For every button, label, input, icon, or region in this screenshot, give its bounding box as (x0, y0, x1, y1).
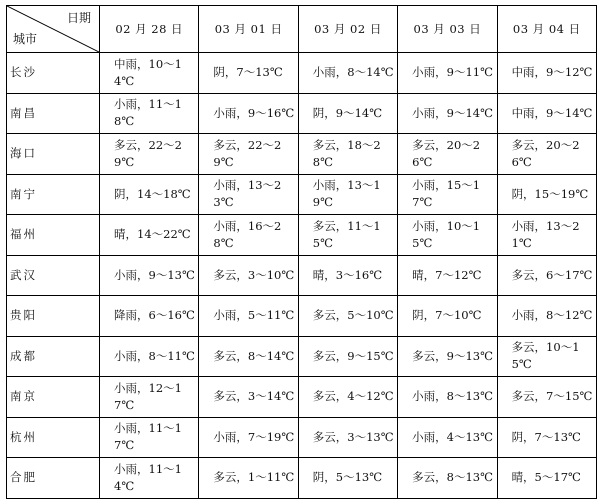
weather-forecast-table (6, 5, 597, 499)
forecast-cell: 晴，3～16℃ (298, 255, 397, 296)
forecast-cell: 多云，5～10℃ (298, 296, 397, 337)
forecast-cell: 小雨，12～17℃ (100, 377, 199, 418)
forecast-cell: 小雨，4～13℃ (398, 417, 497, 458)
city-name-cell: 南宁 (7, 174, 100, 215)
forecast-cell: 小雨，13～19℃ (298, 174, 397, 215)
forecast-cell: 晴，7～12℃ (398, 255, 497, 296)
city-name-cell: 贵阳 (7, 296, 100, 337)
forecast-cell: 多云，9～15℃ (298, 336, 397, 377)
forecast-cell: 多云，3～10℃ (199, 255, 298, 296)
city-name-cell: 福州 (7, 215, 100, 256)
city-name-cell: 武汉 (7, 255, 100, 296)
forecast-cell: 阴，5～13℃ (298, 458, 397, 499)
forecast-cell: 小雨，13～23℃ (199, 174, 298, 215)
forecast-cell: 小雨，9～16℃ (199, 93, 298, 134)
forecast-cell: 多云，3～14℃ (199, 377, 298, 418)
table-row (7, 336, 597, 377)
forecast-cell: 阴，7～13℃ (497, 417, 596, 458)
forecast-cell: 小雨，9～11℃ (398, 53, 497, 94)
date-header: 03 月 01 日 (199, 6, 298, 53)
forecast-cell: 小雨，16～28℃ (199, 215, 298, 256)
city-name-cell: 成都 (7, 336, 100, 377)
forecast-cell: 多云，20～26℃ (497, 134, 596, 175)
forecast-cell: 小雨，10～15℃ (398, 215, 497, 256)
forecast-cell: 多云，8～14℃ (199, 336, 298, 377)
forecast-cell: 多云，8～13℃ (398, 458, 497, 499)
forecast-cell: 小雨，13～21℃ (497, 215, 596, 256)
forecast-cell: 阴，15～19℃ (497, 174, 596, 215)
city-name-cell: 合肥 (7, 458, 100, 499)
forecast-cell: 多云，3～13℃ (298, 417, 397, 458)
date-header: 03 月 02 日 (298, 6, 397, 53)
forecast-cell: 小雨，15～17℃ (398, 174, 497, 215)
forecast-cell: 晴，5～17℃ (497, 458, 596, 499)
city-name-cell: 海口 (7, 134, 100, 175)
forecast-cell: 小雨，9～14℃ (398, 93, 497, 134)
forecast-cell: 小雨，5～11℃ (199, 296, 298, 337)
forecast-cell: 多云，10～15℃ (497, 336, 596, 377)
table-row (7, 417, 597, 458)
forecast-cell: 阴，7～13℃ (199, 53, 298, 94)
forecast-cell: 多云，7～15℃ (497, 377, 596, 418)
forecast-cell: 多云，20～26℃ (398, 134, 497, 175)
forecast-cell: 阴，14～18℃ (100, 174, 199, 215)
forecast-cell: 阴，9～14℃ (298, 93, 397, 134)
forecast-cell: 多云，4～12℃ (298, 377, 397, 418)
table-body (7, 53, 597, 499)
forecast-cell: 中雨，10～14℃ (100, 53, 199, 94)
forecast-cell: 小雨，8～12℃ (497, 296, 596, 337)
corner-date-label: 日期 (66, 11, 91, 25)
forecast-cell: 降雨，6～16℃ (100, 296, 199, 337)
forecast-cell: 中雨，9～14℃ (497, 93, 596, 134)
forecast-cell: 多云，22～29℃ (100, 134, 199, 175)
city-name-cell: 南京 (7, 377, 100, 418)
date-header: 03 月 04 日 (497, 6, 596, 53)
table-row (7, 458, 597, 499)
city-name-cell: 长沙 (7, 53, 100, 94)
forecast-cell: 晴，14～22℃ (100, 215, 199, 256)
forecast-cell: 多云，22～29℃ (199, 134, 298, 175)
forecast-cell: 多云，18～28℃ (298, 134, 397, 175)
forecast-cell: 多云，1～11℃ (199, 458, 298, 499)
forecast-cell: 小雨，11～18℃ (100, 93, 199, 134)
forecast-cell: 小雨，11～17℃ (100, 417, 199, 458)
forecast-cell: 小雨，9～13℃ (100, 255, 199, 296)
forecast-cell: 多云，11～15℃ (298, 215, 397, 256)
city-name-cell: 南昌 (7, 93, 100, 134)
table-row (7, 296, 597, 337)
forecast-cell: 小雨，8～14℃ (298, 53, 397, 94)
table-row (7, 377, 597, 418)
city-name-cell: 杭州 (7, 417, 100, 458)
forecast-cell: 中雨，9～12℃ (497, 53, 596, 94)
header-row (7, 6, 597, 53)
date-header: 02 月 28 日 (100, 6, 199, 53)
forecast-cell: 小雨，7～19℃ (199, 417, 298, 458)
table-row (7, 215, 597, 256)
forecast-cell: 多云，9～13℃ (398, 336, 497, 377)
forecast-cell: 多云，6～17℃ (497, 255, 596, 296)
forecast-cell: 阴，7～10℃ (398, 296, 497, 337)
table-row (7, 93, 597, 134)
corner-header-cell (7, 6, 100, 53)
table-row (7, 255, 597, 296)
table-row (7, 174, 597, 215)
forecast-cell: 小雨，8～13℃ (398, 377, 497, 418)
table-row (7, 134, 597, 175)
corner-city-label: 城市 (13, 32, 38, 46)
forecast-cell: 小雨，8～11℃ (100, 336, 199, 377)
forecast-cell: 小雨，11～14℃ (100, 458, 199, 499)
table-row (7, 53, 597, 94)
date-header: 03 月 03 日 (398, 6, 497, 53)
